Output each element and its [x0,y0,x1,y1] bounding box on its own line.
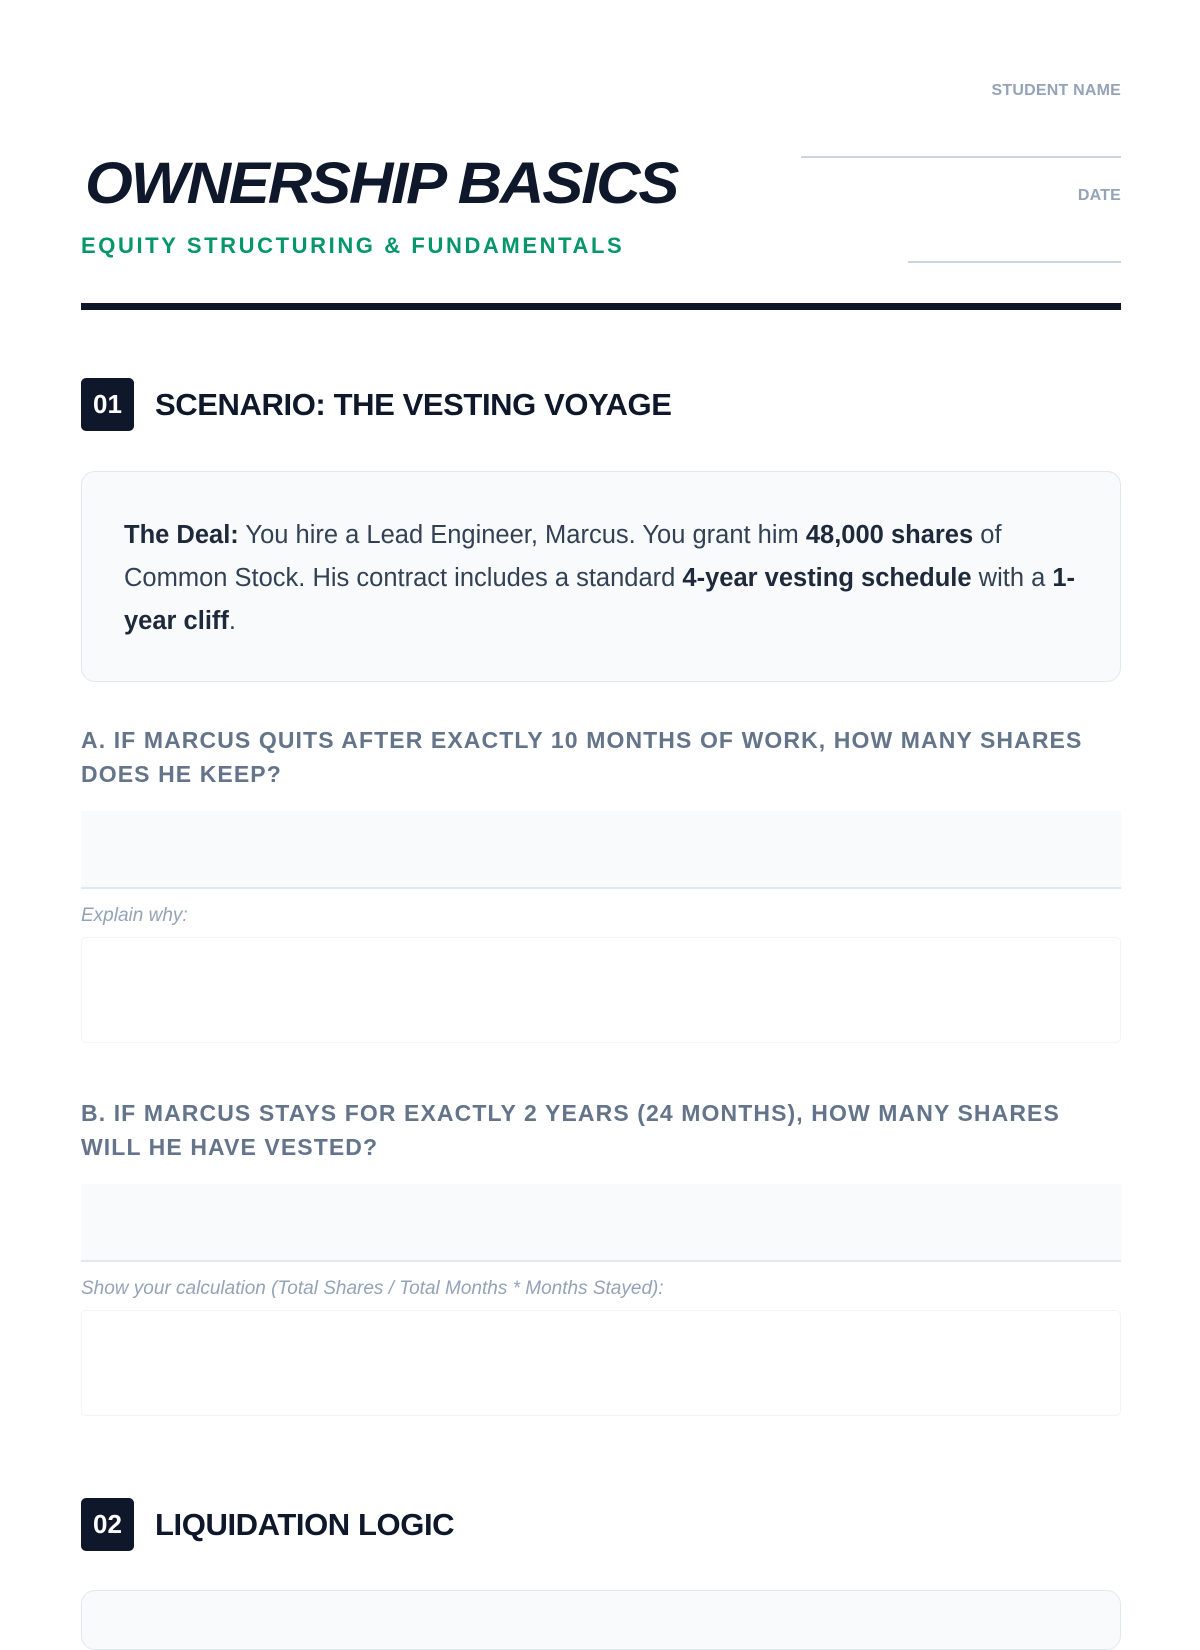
deal-shares: 48,000 shares [805,521,974,549]
page-subtitle: EQUITY STRUCTURING & FUNDAMENTALS [81,233,625,258]
deal-vesting: 4-year vesting schedule [682,564,972,592]
deal-lead: The Deal: [124,521,239,549]
question-a-hint: Explain why: [81,905,188,926]
deal-text: You hire a Lead Engineer, Marcus. You grant him [238,521,806,549]
question-b-label: B. IF MARCUS STAYS FOR EXACTLY 2 YEARS (24 MONTHS), HOW MANY SHARES WILL HE HAVE VESTED? [81,1100,1060,1160]
date-field[interactable] [908,261,1121,263]
deal-text: with a [971,564,1053,592]
question-a-label: A. IF MARCUS QUITS AFTER EXACTLY 10 MONTHS OF WORK, HOW MANY SHARES DOES HE KEEP? [81,727,1083,787]
page-title: OWNERSHIP BASICS [85,151,678,216]
student-name-field[interactable] [801,156,1121,158]
section-title: SCENARIO: THE VESTING VOYAGE [155,386,672,422]
section-title: LIQUIDATION LOGIC [155,1506,455,1542]
question-b-answer-field[interactable] [81,1184,1121,1262]
student-name-label: STUDENT NAME [991,82,1121,99]
section-01-heading [81,378,671,431]
liquidation-scenario-box [81,1590,1121,1650]
section-02-heading [81,1498,454,1551]
section-number-badge: 01 [81,378,134,431]
deal-text: of Common Stock. His contract includes a standard [124,521,1002,592]
worksheet-header [81,0,1121,311]
deal-text: . [228,607,236,635]
question-b-calculation-field[interactable] [81,1310,1121,1416]
header-divider [81,303,1121,310]
deal-cliff: 1-year cliff [124,564,1076,635]
worksheet-page [81,0,1121,1542]
date-label: DATE [1077,187,1121,204]
section-number-badge: 02 [81,1498,134,1551]
question-a-answer-field[interactable] [81,811,1121,889]
question-a-explanation-field[interactable] [81,937,1121,1043]
scenario-deal-box [81,471,1121,682]
question-b-hint: Show your calculation (Total Shares / Total Months * Months Stayed): [81,1278,664,1299]
